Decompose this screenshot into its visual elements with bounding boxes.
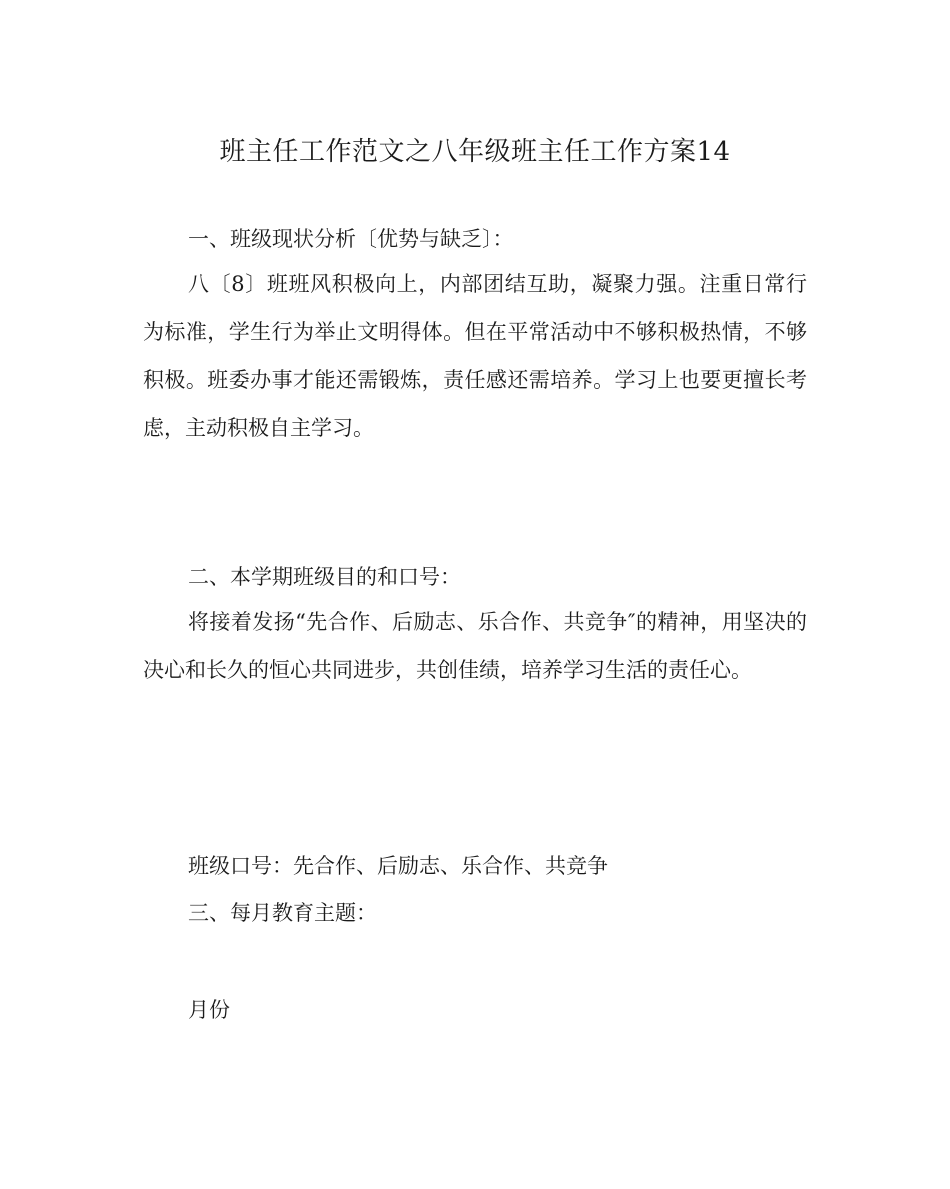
section-3-heading: 三、每月教育主题：: [188, 901, 377, 925]
section-2-heading: 二、本学期班级目的和口号：: [188, 565, 461, 589]
section-2-body: 将接着发扬“先合作、后励志、乐合作、共竞争″的精神，用坚决的决心和长久的恒心共同进步，共创佳绩，培养学习生活的责任心。: [143, 610, 807, 682]
page-title: 班主任工作范文之八年级班主任工作方案14: [219, 137, 731, 167]
class-slogan: 班级口号：先合作、后励志、乐合作、共竞争: [188, 854, 608, 878]
section-1-body: 八〔8〕班班风积极向上，内部团结互助，凝聚力强。注重日常行为标准，学生行为举止文明得体。但在平常活动中不够积极热情，不够积极。班委办事才能还需锻炼，责任感还需培养。学习上也要更擅长考虑，主动积极自主学习。: [143, 272, 807, 440]
month-column-header: 月份: [188, 998, 230, 1022]
section-1-heading: 一、班级现状分析〔优势与缺乏〕：: [188, 227, 514, 251]
